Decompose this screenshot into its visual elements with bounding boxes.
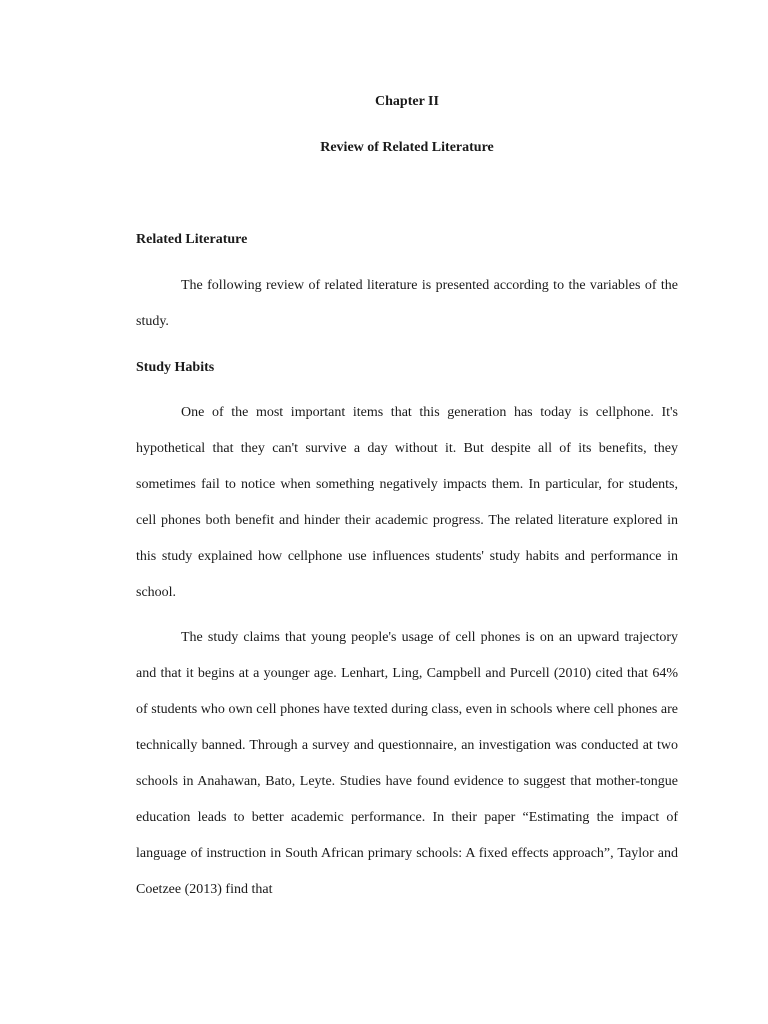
body-paragraph-1: One of the most important items that this generation has today is cellphone. It's hypothetical that they can't survive a day without it. But despite all of its benefits, they sometimes fail to notice when something negatively impacts them. In particular, for students, cell phones both benefit and hinder their academic progress. The related literature explored in this study explained how cellphone use influences students' study habits and performance in school.	[136, 405, 678, 600]
page-title: Review of Related Literature	[320, 140, 494, 155]
section-heading: Related Literature	[136, 232, 248, 247]
intro-paragraph: The following review of related literature is presented according to the variables of the study.	[136, 278, 678, 329]
subsection-heading: Study Habits	[136, 360, 215, 375]
chapter-label: Chapter II	[375, 94, 439, 109]
body-paragraph-2: The study claims that young people's usage of cell phones is on an upward trajectory and that it begins at a younger age. Lenhart, Ling, Campbell and Purcell (2010) cited that 64% of students who own cell phones have texted during class, even in schools where cell phones are technically banned. Through a survey and questionnaire, an investigation was conducted at two schools in Anahawan, Bato, Leyte. Studies have found evidence to suggest that mother-tongue education leads to better academic performance. In their paper “Estimating the impact of language of instruction in South African primary schools: A fixed effects approach”, Taylor and Coetzee (2013) find that	[136, 630, 678, 897]
